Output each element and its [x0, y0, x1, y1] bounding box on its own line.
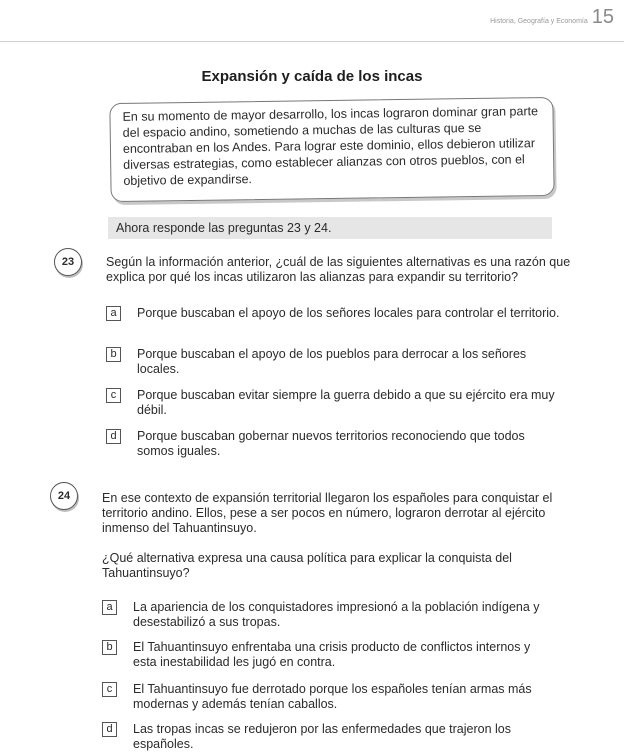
option-text: El Tahuantinsuyo fue derrotado porque los españoles tenían armas más modernas y además tenían caballos. [133, 682, 532, 711]
question-23-option-a[interactable] [106, 306, 561, 321]
option-letter: d [102, 722, 117, 737]
question-23-number: 23 [54, 248, 82, 276]
instruction-bar: Ahora responde las preguntas 23 y 24. [108, 217, 552, 239]
question-23-text: Según la información anterior, ¿cuál de las siguientes alternativas es una razón que explica por qué los incas utilizaron las alianzas para expandir su territorio? [106, 255, 571, 284]
intro-text-box: En su momento de mayor desarrollo, los incas lograron dominar gran parte del espacio andino, sometiendo a muchas de las culturas que se encontraban en los Andes. Para lograr este dominio, ellos debieron utilizar diversas estrategias, como establecer alianzas con otros pueblos, con el objetivo de expandirse. [109, 97, 554, 202]
option-text: Porque buscaban el apoyo de los pueblos para derrocar a los señores locales. [137, 347, 527, 376]
question-23-option-d[interactable] [106, 429, 561, 459]
question-24-number: 24 [50, 482, 78, 510]
option-text: El Tahuantinsuyo enfrentaba una crisis producto de conflictos internos y esta inestabilidad les jugó en contra. [133, 640, 531, 669]
question-24-option-c[interactable] [102, 682, 557, 712]
option-letter: b [102, 640, 117, 655]
question-23-option-c[interactable] [106, 388, 561, 418]
option-letter: c [102, 682, 117, 697]
option-text: Porque buscaban evitar siempre la guerra debido a que su ejército era muy débil. [137, 388, 555, 417]
option-letter: a [102, 600, 117, 615]
option-text: Porque buscaban el apoyo de los señores locales para controlar el territorio. [137, 306, 560, 320]
question-24-text: ¿Qué alternativa expresa una causa política para explicar la conquista del Tahuantinsuyo? [102, 551, 512, 580]
option-letter: a [106, 306, 121, 321]
question-24-option-d[interactable] [102, 722, 557, 752]
question-23-option-b[interactable] [106, 347, 561, 377]
option-letter: d [106, 429, 121, 444]
header-rule [0, 41, 624, 42]
question-24-context: En ese contexto de expansión territorial llegaron los españoles para conquistar el territorio andino. Ellos, pese a ser pocos en número, lograron derrotar al ejército inmenso del Tahuantinsuyo. [102, 491, 553, 535]
subject-label: Historia, Geografía y Economía [490, 18, 588, 25]
question-24-option-b[interactable] [102, 640, 557, 670]
page-title: Expansión y caída de los incas [201, 68, 423, 85]
option-text: Porque buscaban gobernar nuevos territorios reconociendo que todos somos iguales. [137, 429, 525, 458]
option-text: Las tropas incas se redujeron por las enfermedades que trajeron los españoles. [133, 722, 511, 751]
page-number: 15 [591, 6, 614, 28]
page-header [490, 6, 614, 29]
option-letter: c [106, 388, 121, 403]
option-letter: b [106, 347, 121, 362]
option-text: La apariencia de los conquistadores impresionó a la población indígena y desestabilizó a sus tropas. [133, 600, 540, 629]
question-24-option-a[interactable] [102, 600, 557, 630]
